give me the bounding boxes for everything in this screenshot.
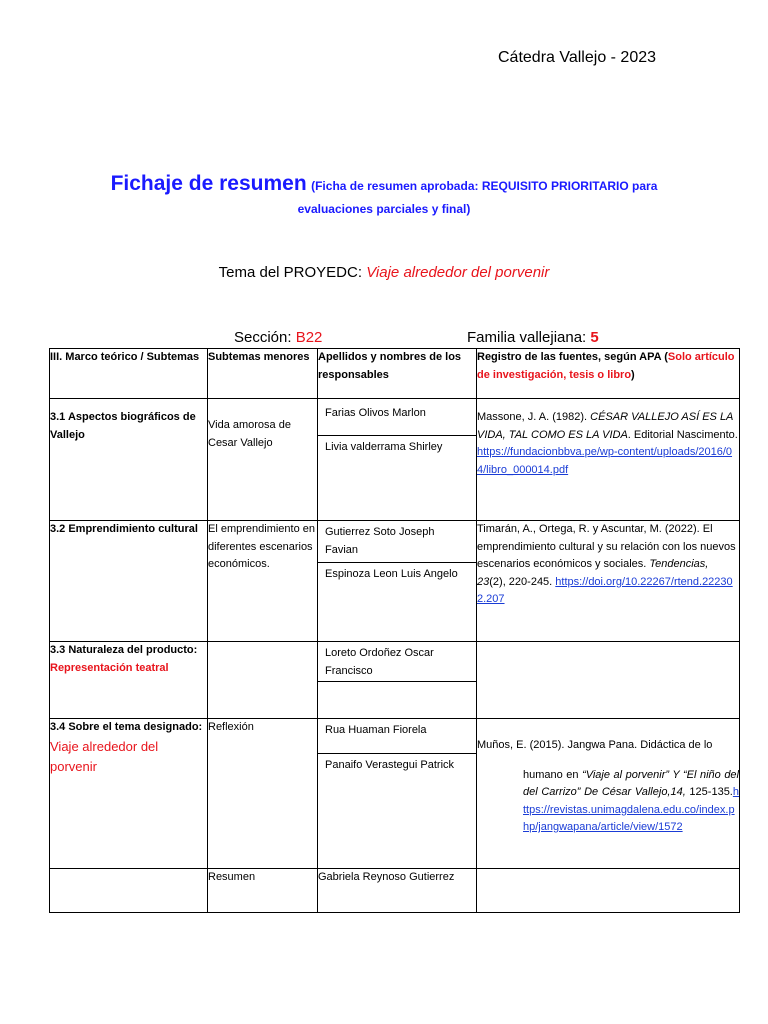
row1-ref-rest: . Editorial Nascimento. bbox=[627, 428, 738, 441]
title-note-line2: evaluaciones parciales y final) bbox=[297, 202, 471, 216]
row3-topic bbox=[50, 642, 208, 719]
tema-value: Viaje alrededor del porvenir bbox=[366, 264, 550, 281]
course-header: Cátedra Vallejo - 2023 bbox=[498, 49, 657, 66]
row2-person: Gutierrez Soto Joseph Favian bbox=[318, 521, 476, 563]
row1-person: Livia valderrama Shirley bbox=[325, 441, 443, 453]
row5-person: Gabriela Reynoso Gutierrez bbox=[318, 869, 477, 913]
row4-people bbox=[318, 719, 477, 869]
row4-ref-title: “Viaje al porvenir” Y “El niño del del Carrizo” De César Vallejo,14, bbox=[523, 768, 739, 798]
table-header-row bbox=[50, 349, 740, 399]
document-title bbox=[0, 172, 768, 196]
table-row bbox=[50, 642, 740, 719]
seccion-label: Sección: bbox=[234, 329, 296, 346]
row4-ref-line1: Muños, E. (2015). Jangwa Pana. Didáctica de lo bbox=[477, 739, 713, 751]
row2-people bbox=[318, 521, 477, 642]
row4-topic-label: 3.4 Sobre el tema designado: bbox=[50, 721, 203, 733]
row2-ref-journal: Tendencias, 23 bbox=[477, 558, 709, 588]
table-row bbox=[50, 719, 740, 869]
row5-topic bbox=[50, 869, 208, 913]
row3-person: Loreto Ordoñez Oscar Francisco bbox=[318, 642, 476, 682]
row4-topic-value: Viaje alrededor del porvenir bbox=[50, 738, 159, 774]
row2-ref-link[interactable]: https://doi.org/10.22267/rtend.222302.207 bbox=[477, 575, 733, 605]
row5-reference bbox=[477, 869, 740, 913]
row3-topic-label: 3.3 Naturaleza del producto: bbox=[50, 644, 198, 656]
table-row bbox=[50, 521, 740, 642]
title-note: (Ficha de resumen aprobada: REQUISITO PRIORITARIO para bbox=[311, 179, 658, 193]
summary-table bbox=[49, 348, 740, 913]
row1-person: Farias Olivos Marlon bbox=[318, 399, 476, 436]
table-row bbox=[50, 399, 740, 521]
row1-ref-text: Massone, J. A. (1982). bbox=[477, 411, 591, 423]
header-registro-prefix: Registro de las fuentes, según APA ( bbox=[477, 351, 668, 363]
header-registro-note: Solo artículo de investigación, tesis o libro bbox=[477, 351, 735, 381]
row4-person: Panaifo Verastegui Patrick bbox=[325, 759, 455, 771]
row2-topic: 3.2 Emprendimiento cultural bbox=[50, 521, 208, 642]
row5-subtopic: Resumen bbox=[208, 869, 318, 913]
row4-topic bbox=[50, 719, 208, 869]
seccion-value: B22 bbox=[295, 329, 323, 346]
row4-ref-rest: 125-135. bbox=[685, 786, 733, 798]
tema-label: Tema del PROYEDC: bbox=[218, 264, 367, 281]
row3-subtopic bbox=[208, 642, 318, 719]
row3-people bbox=[318, 642, 477, 719]
header-responsables: Apellidos y nombres de los responsables bbox=[318, 349, 477, 399]
row2-person: Espinoza Leon Luis Angelo bbox=[325, 568, 458, 580]
row1-ref-title: CÉSAR VALLEJO ASÍ ES LA VIDA, TAL COMO ES LA VIDA bbox=[477, 411, 733, 441]
row1-ref-link[interactable]: https://fundacionbbva.pe/wp-content/uploads/2016/04/libro_000014.pdf bbox=[477, 446, 733, 476]
row4-person: Rua Huaman Fiorela bbox=[318, 719, 476, 754]
familia-value: 5 bbox=[590, 329, 599, 346]
row2-reference bbox=[477, 521, 740, 642]
row1-people bbox=[318, 399, 477, 521]
row1-topic: 3.1 Aspectos biográficos de Vallejo bbox=[50, 399, 208, 521]
header-registro-suffix: ) bbox=[631, 368, 635, 381]
tema-line bbox=[0, 264, 768, 281]
row4-ref-body bbox=[477, 767, 739, 837]
row1-subtopic: Vida amorosa de Cesar Vallejo bbox=[208, 399, 318, 521]
row3-reference bbox=[477, 642, 740, 719]
row4-reference bbox=[477, 719, 740, 869]
familia-line bbox=[467, 329, 599, 346]
row4-subtopic: Reflexión bbox=[208, 719, 318, 869]
row4-ref-text: humano en bbox=[523, 768, 583, 781]
table-row bbox=[50, 869, 740, 913]
seccion-line bbox=[234, 329, 322, 346]
row4-ref-link[interactable]: https://revistas.unimagdalena.edu.co/index.php/jangwapana/article/view/1572 bbox=[523, 786, 739, 833]
header-subtemas: Subtemas menores bbox=[208, 349, 318, 399]
title-main: Fichaje de resumen bbox=[110, 172, 307, 195]
header-registro bbox=[477, 349, 740, 399]
row3-person bbox=[318, 682, 476, 688]
row2-ref-text: Timarán, A., Ortega, R. y Ascuntar, M. (2022). El emprendimiento cultural y su relación con los nuevos escenarios económicos y sociales. bbox=[477, 523, 736, 570]
header-marco: III. Marco teórico / Subtemas bbox=[50, 349, 208, 399]
row2-subtopic: El emprendimiento en diferentes escenarios económicos. bbox=[208, 521, 318, 642]
row3-topic-value: Representación teatral bbox=[50, 661, 169, 674]
row2-ref-rest: (2), 220-245. bbox=[489, 575, 553, 588]
row1-reference bbox=[477, 399, 740, 521]
familia-label: Familia vallejiana: bbox=[467, 329, 591, 346]
